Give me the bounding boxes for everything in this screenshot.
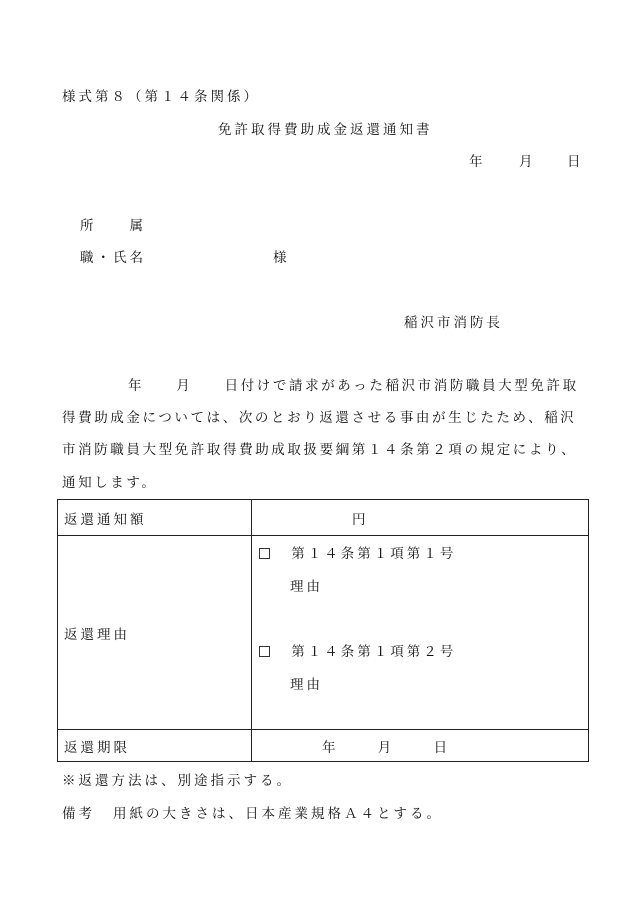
document-title: 免許取得費助成金返還通知書 xyxy=(218,122,433,138)
body-line: 通知します。 xyxy=(62,475,158,491)
remarks-label: 備考 xyxy=(62,806,95,822)
reason-options-cell xyxy=(252,536,589,730)
reason-option-reason-label: 理由 xyxy=(290,579,323,595)
reason-option-clause: 第１４条第１項第１号 xyxy=(291,546,457,562)
deadline-day-label: 日 xyxy=(433,739,451,756)
reason-option-2 xyxy=(259,646,456,660)
deadline-value-cell xyxy=(252,730,589,762)
checkbox-icon xyxy=(259,548,270,559)
amount-value-cell xyxy=(252,500,589,536)
honorific: 様 xyxy=(273,250,290,266)
remarks-text: 用紙の大きさは、日本産業規格Ａ４とする。 xyxy=(113,806,443,822)
body-line: 市消防職員大型免許取得費助成取扱要綱第１４条第２項の規定により、 xyxy=(62,442,578,458)
body-line: 年 月 日付けで請求があった稲沢市消防職員大型免許取 xyxy=(128,378,579,394)
reason-option-clause: 第１４条第１項第２号 xyxy=(291,644,457,660)
reason-label: 返還理由 xyxy=(58,536,252,730)
deadline-label: 返還期限 xyxy=(58,730,252,762)
name-label: 職・氏名 xyxy=(80,250,146,266)
amount-label: 返還通知額 xyxy=(58,500,252,536)
reason-option-1 xyxy=(259,548,456,562)
date-month-label: 月 xyxy=(519,154,536,170)
body-line: 得費助成金については、次のとおり返還させる事由が生じたため、稲沢 xyxy=(62,410,577,426)
issuer-name: 稲沢市消防長 xyxy=(404,315,503,331)
reason-row xyxy=(58,536,589,730)
reason-option-reason-label: 理由 xyxy=(290,677,323,693)
form-number: 様式第８（第１４条関係） xyxy=(62,89,260,105)
deadline-year-label: 年 xyxy=(322,739,339,756)
amount-unit: 円 xyxy=(352,511,369,528)
refund-table xyxy=(57,499,589,762)
checkbox-icon xyxy=(259,646,270,657)
affiliation-label: 所 属 xyxy=(80,218,146,234)
date-day-label: 日 xyxy=(567,154,584,170)
deadline-month-label: 月 xyxy=(377,739,395,756)
deadline-row xyxy=(58,730,589,762)
note: ※返還方法は、別途指示する。 xyxy=(62,773,293,789)
amount-row xyxy=(58,500,589,536)
date-year-label: 年 xyxy=(469,154,486,170)
